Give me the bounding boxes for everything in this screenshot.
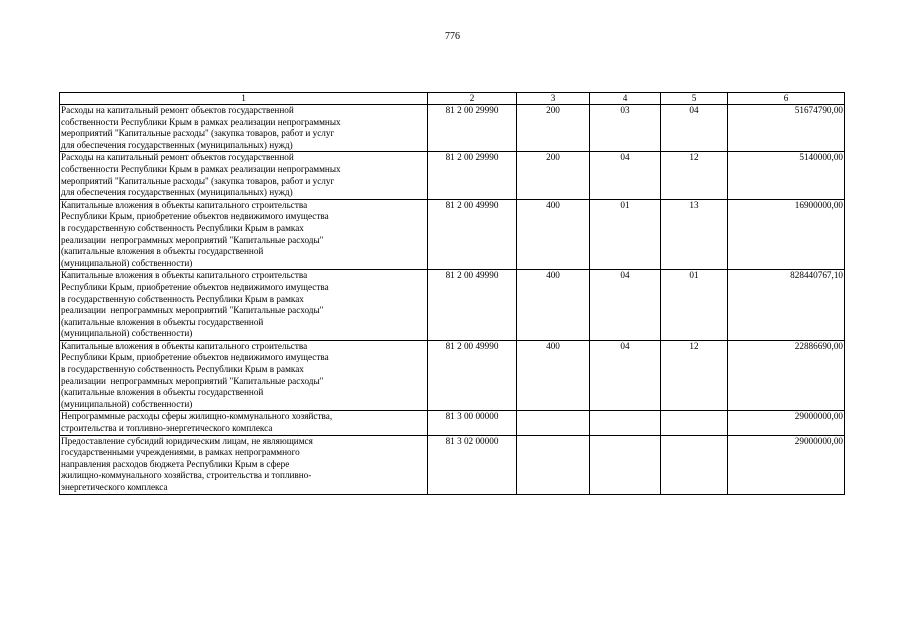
- description-line: Республики Крым, приобретение объектов недвижимого имущества: [61, 352, 329, 363]
- row-description: [60, 152, 428, 199]
- description-line: собственности Республики Крым в рамках реализации непрограммных: [61, 116, 341, 127]
- description-line: (муниципальной) собственности): [61, 257, 193, 268]
- row-code: 81 2 00 49990: [428, 199, 517, 270]
- row-description: [60, 105, 428, 152]
- row-description: [60, 340, 428, 411]
- table-row: [60, 270, 845, 341]
- row-amount: 828440767,10: [728, 270, 845, 341]
- description-line: (капитальные вложения в объекты государственной: [61, 246, 264, 257]
- row-expense-type: [517, 435, 590, 494]
- table-row: [60, 105, 845, 152]
- row-code: 81 2 00 49990: [428, 270, 517, 341]
- row-subsection: [661, 435, 728, 494]
- budget-table: [59, 92, 845, 495]
- description-line: для обеспечения государственных (муниципальных) нужд): [61, 139, 293, 150]
- row-code: 81 2 00 29990: [428, 105, 517, 152]
- description-line: Республики Крым, приобретение объектов недвижимого имущества: [61, 211, 329, 222]
- description-line: мероприятий "Капитальные расходы" (закупка товаров, работ и услуг: [61, 128, 335, 139]
- description-line: Капитальные вложения в объекты капитального строительства: [61, 270, 308, 281]
- row-section: 04: [590, 152, 661, 199]
- description-line: Предоставление субсидий юридическим лицам, не являющимся: [61, 435, 313, 446]
- row-expense-type: 400: [517, 270, 590, 341]
- description-line: (муниципальной) собственности): [61, 398, 193, 409]
- page-number: 776: [445, 31, 460, 42]
- row-amount: 29000000,00: [728, 411, 845, 435]
- row-code: 81 3 02 00000: [428, 435, 517, 494]
- table-row: [60, 411, 845, 435]
- row-expense-type: 400: [517, 199, 590, 270]
- column-header-6: 6: [728, 93, 845, 105]
- column-header-2: 2: [428, 93, 517, 105]
- column-header-4: 4: [590, 93, 661, 105]
- description-line: Непрограммные расходы сферы жилищно-коммунального хозяйства,: [61, 411, 333, 422]
- row-section: 03: [590, 105, 661, 152]
- row-description: [60, 435, 428, 494]
- row-amount: 29000000,00: [728, 435, 845, 494]
- row-amount: 51674790,00: [728, 105, 845, 152]
- column-header-1: 1: [60, 93, 428, 105]
- description-line: Расходы на капитальный ремонт объектов государственной: [61, 105, 294, 115]
- description-line: в государственную собственность Республики Крым в рамках: [61, 222, 304, 233]
- row-subsection: 13: [661, 199, 728, 270]
- description-line: Капитальные вложения в объекты капитального строительства: [61, 340, 308, 351]
- row-code: 81 2 00 29990: [428, 152, 517, 199]
- row-section: [590, 435, 661, 494]
- description-line: (капитальные вложения в объекты государственной: [61, 316, 264, 327]
- description-line: энергетического комплекса: [61, 482, 168, 492]
- row-expense-type: 200: [517, 152, 590, 199]
- row-expense-type: 200: [517, 105, 590, 152]
- description-line: реализации непрограммных мероприятий "Капитальные расходы": [61, 234, 324, 245]
- row-expense-type: 400: [517, 340, 590, 411]
- row-section: 01: [590, 199, 661, 270]
- row-description: [60, 411, 428, 435]
- description-line: собственности Республики Крым в рамках реализации непрограммных: [61, 163, 341, 174]
- row-subsection: 01: [661, 270, 728, 341]
- row-amount: 22886690,00: [728, 340, 845, 411]
- row-subsection: [661, 411, 728, 435]
- column-header-5: 5: [661, 93, 728, 105]
- row-subsection: 12: [661, 340, 728, 411]
- row-description: [60, 270, 428, 341]
- row-subsection: 04: [661, 105, 728, 152]
- description-line: Республики Крым, приобретение объектов недвижимого имущества: [61, 281, 329, 292]
- row-code: 81 2 00 49990: [428, 340, 517, 411]
- description-line: в государственную собственность Республики Крым в рамках: [61, 364, 304, 375]
- description-line: строительства и топливно-энергетического комплекса: [61, 423, 273, 434]
- description-line: в государственную собственность Республики Крым в рамках: [61, 293, 304, 304]
- table-row: [60, 152, 845, 199]
- description-line: направления расходов бюджета Республики Крым в сфере: [61, 458, 290, 469]
- description-line: реализации непрограммных мероприятий "Капитальные расходы": [61, 375, 324, 386]
- description-line: (капитальные вложения в объекты государственной: [61, 387, 264, 398]
- description-line: Капитальные вложения в объекты капитального строительства: [61, 199, 308, 210]
- description-line: (муниципальной) собственности): [61, 328, 193, 339]
- description-line: мероприятий "Капитальные расходы" (закупка товаров, работ и услуг: [61, 175, 335, 186]
- description-line: жилищно-коммунального хозяйства, строительства и топливно-: [61, 470, 312, 481]
- row-amount: 16900000,00: [728, 199, 845, 270]
- row-amount: 5140000,00: [728, 152, 845, 199]
- table-row: [60, 199, 845, 270]
- row-description: [60, 199, 428, 270]
- description-line: реализации непрограммных мероприятий "Капитальные расходы": [61, 305, 324, 316]
- row-expense-type: [517, 411, 590, 435]
- row-code: 81 3 00 00000: [428, 411, 517, 435]
- row-section: 04: [590, 270, 661, 341]
- description-line: Расходы на капитальный ремонт объектов государственной: [61, 152, 294, 163]
- description-line: для обеспечения государственных (муниципальных) нужд): [61, 187, 293, 198]
- table-row: [60, 340, 845, 411]
- row-subsection: 12: [661, 152, 728, 199]
- row-section: [590, 411, 661, 435]
- description-line: государственными учреждениями, в рамках непрограммного: [61, 447, 300, 458]
- row-section: 04: [590, 340, 661, 411]
- table-body: [60, 93, 845, 495]
- column-header-3: 3: [517, 93, 590, 105]
- header-row: [60, 93, 845, 105]
- table-row: [60, 435, 845, 494]
